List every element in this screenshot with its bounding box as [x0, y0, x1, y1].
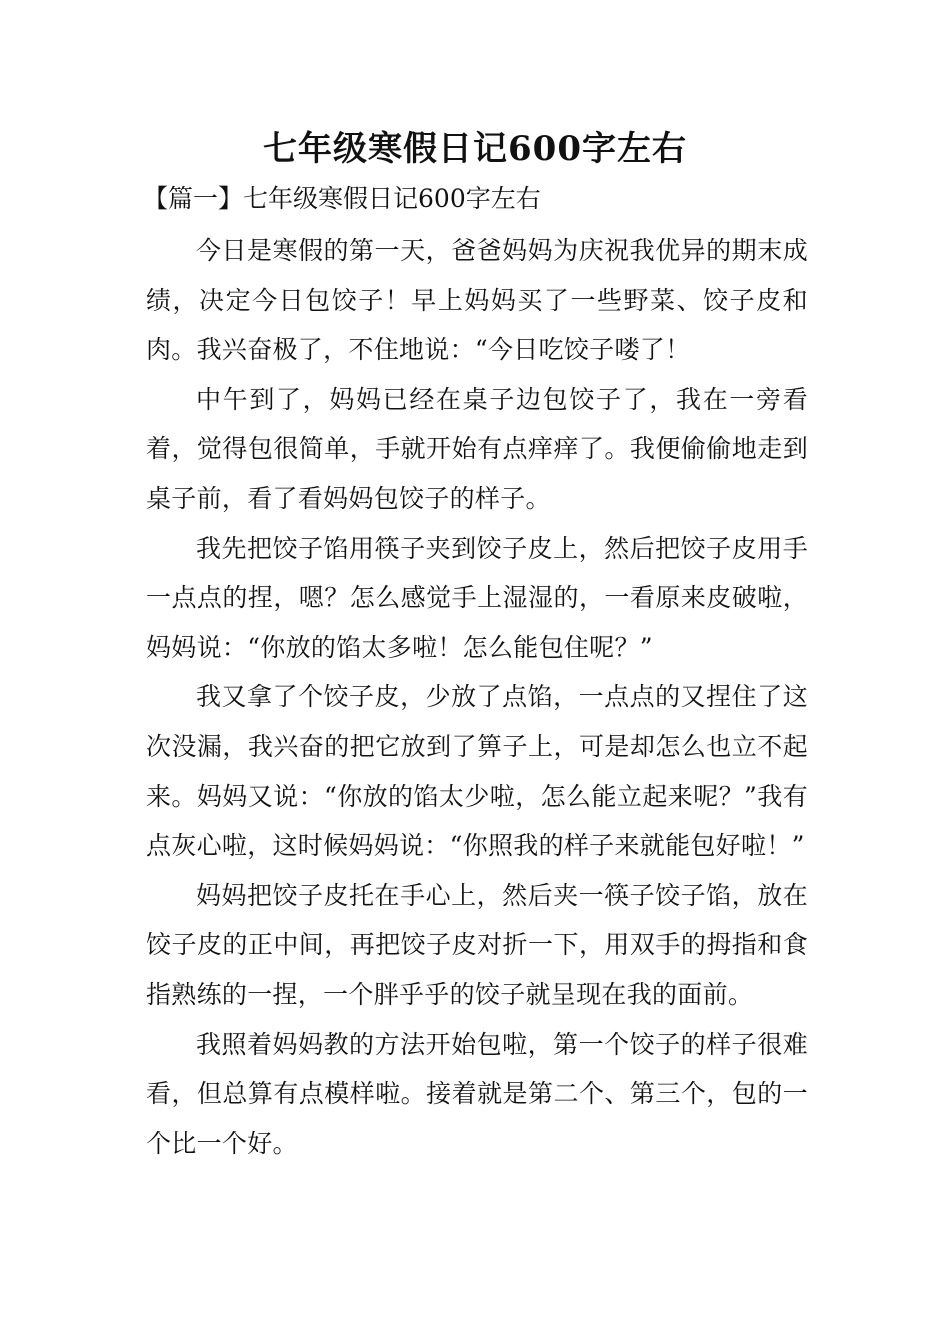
- paragraph-2: 中午到了，妈妈已经在桌子边包饺子了，我在一旁看着，觉得包很简单，手就开始有点痒痒了。我便偷偷地走到桌子前，看了看妈妈包饺子的样子。: [146, 384, 808, 513]
- paragraph-1: 今日是寒假的第一天，爸爸妈妈为庆祝我优异的期末成绩，决定今日包饺子！早上妈妈买了一些野菜、饺子皮和肉。我兴奋极了，不住地说：“今日吃饺子喽了！: [146, 236, 808, 365]
- paragraph-5: 妈妈把饺子皮托在手心上，然后夹一筷子饺子馅，放在饺子皮的正中间，再把饺子皮对折一下，用双手的拇指和食指熟练的一捏，一个胖乎乎的饺子就呈现在我的面前。: [146, 880, 808, 1009]
- paragraph-6: 我照着妈妈教的方法开始包啦，第一个饺子的样子很难看，但总算有点模样啦。接着就是第二个、第三个，包的一个比一个好。: [146, 1029, 808, 1158]
- document-body: [146, 226, 808, 1168]
- paragraph-3: 我先把饺子馅用筷子夹到饺子皮上，然后把饺子皮用手一点点的捏，嗯？怎么感觉手上湿湿的，一看原来皮破啦，妈妈说：“你放的馅太多啦！怎么能包住呢？”: [146, 533, 808, 662]
- paragraph-4: 我又拿了个饺子皮，少放了点馅，一点点的又捏住了这次没漏，我兴奋的把它放到了箅子上，可是却怎么也立不起来。妈妈又说：“你放的馅太少啦，怎么能立起来呢？”我有点灰心啦，这时候妈妈说：“你照我的样子来就能包好啦！”: [146, 682, 808, 861]
- document-title: 七年级寒假日记600字左右: [263, 129, 687, 169]
- section-heading: 【篇一】七年级寒假日记600字左右: [143, 184, 541, 213]
